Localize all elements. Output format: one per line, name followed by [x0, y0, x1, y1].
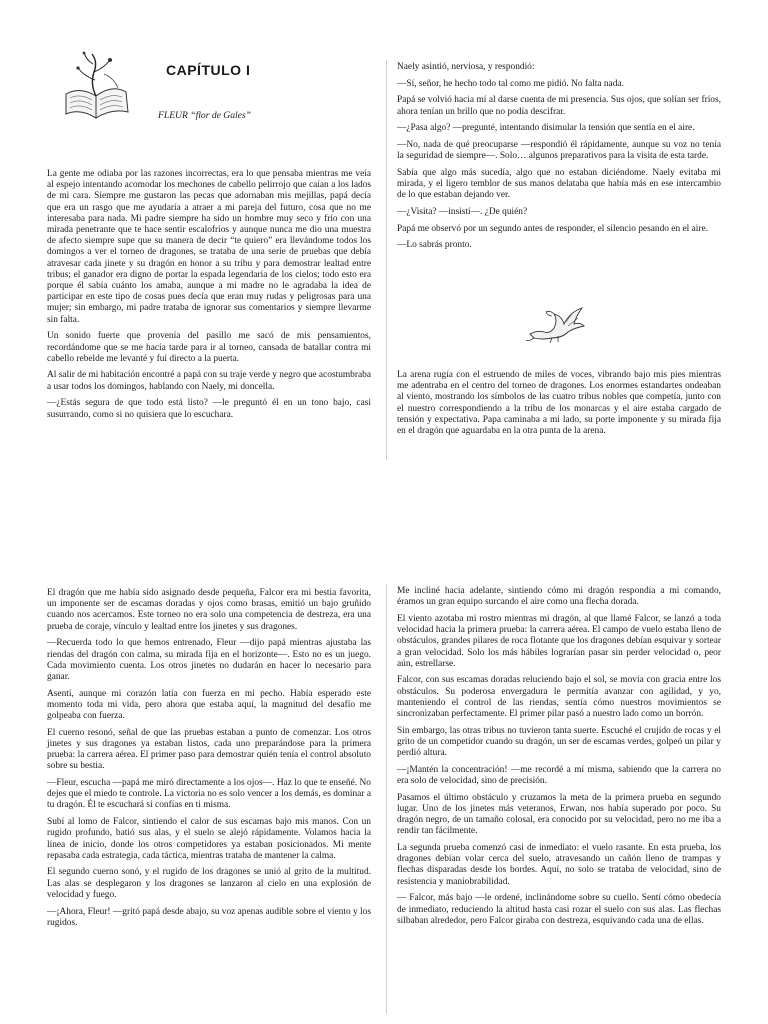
paragraph: La segunda prueba comenzó casi de inmediato: el vuelo rasante. En esta prueba, los dragones debían volar cerca del suelo, atravesando un cañón lleno de trampas y flechas disparadas desde los bordes. Aquí, no solo se trataba de velocidad, sino de resistencia y maniobrabilidad. — [397, 843, 721, 887]
paragraph: —Fleur, escucha —papá me miró directamente a los ojos—. Haz lo que te enseñé. No dejes que el miedo te controle. La victoria no es solo vencer a los demás, es dominar a tu dragón. Él te escuchará si confías en ti misma. — [47, 778, 371, 811]
paragraph: Me incliné hacia adelante, sintiendo cómo mi dragón respondía a mi comando, éramos un gran equipo surcando el aire como una flecha dorada. — [397, 586, 721, 608]
page-1-right-column-lower — [397, 370, 721, 443]
paragraph: Papá se volvió hacia mí al darse cuenta de mi presencia. Sus ojos, que solían ser fríos, ahora tenían un brillo que no podía descifrar. — [397, 95, 721, 117]
paragraph: —¿Pasa algo? —pregunté, intentando disimular la tensión que sentía en el aire. — [397, 123, 695, 134]
paragraph: La arena rugía con el estruendo de miles de voces, vibrando bajo mis pies mientras me adentraba en el centro del torneo de dragones. Los enormes estandartes ondeaban al viento, mostrando los símbolos de las cuatro tribus nobles que competía, junto con el nuestro correspondiendo a la tribu de los monarcas y el aire estaba cargado de tensión y expectativa. Papa caminaba a mi lado, su porte imponente y su mirada fija en el dragón que aguardaba en la otra punta de la arena. — [397, 370, 721, 437]
paragraph: Subí al lomo de Falcor, sintiendo el calor de sus escamas bajo mis manos. Con un rugido profundo, batió sus alas, y el suelo se alejó rápidamente. Volamos hacia la línea de inicio, donde los otros competidores ya estaban posicionados. Mi mente repasaba cada estrategia, cada táctica, mientras trataba de mantener la calma. — [47, 817, 371, 861]
paragraph: — Falcor, más bajo —le ordené, inclinándome sobre su cuello. Sentí cómo obedecía de inmediato, reduciendo la altitud hasta casi rozar el suelo con sus alas. Las flechas silbaban alrededor, pero Falcor giraba con destreza, esquivando cada una de ellas. — [397, 893, 721, 926]
paragraph: Naely asintió, nerviosa, y respondió: — [397, 62, 535, 72]
column-divider — [386, 584, 387, 1014]
column-divider — [386, 60, 387, 460]
paragraph: El segundo cuerno sonó, y el rugido de los dragones se unió al grito de la multitud. Las alas se desplegaron y los dragones se lanzaron al cielo en una explosión de velocidad y fuego. — [47, 867, 371, 900]
chapter-title: CAPÍTULO I — [166, 62, 251, 78]
paragraph: El viento azotaba mi rostro mientras mi dragón, al que llamé Falcor, se lanzó a toda velocidad hacia la primera prueba: la carrera aérea. El campo de vuelo estaba lleno de obstáculos, grandes pilares de roca flotante que los dragones debían esquivar y sortear a gran velocidad. Solo los más hábiles lograrían pasar sin perder velocidad o, peor aún, estrellarse. — [397, 613, 721, 669]
paragraph: Pasamos el último obstáculo y cruzamos la meta de la primera prueba en segundo lugar. Uno de los jinetes más veteranos, Erwan, nos había superado por poco. Su dragón negro, de un tamaño colosal, era conocido por su velocidad, pero no me iba a rendir tan fácilmente. — [397, 792, 721, 837]
paragraph: Sin embargo, las otras tribus no tuvieron tanta suerte. Escuché el crujido de rocas y el grito de un competidor cuando su dragón, un ser de escamas verdes, golpeó un pilar y perdió altura. — [397, 725, 721, 759]
paragraph: —¡Mantén la concentración! —me recordé a mí misma, sabiendo que la carrera no era solo de velocidad, sino de precisión. — [397, 764, 721, 787]
open-book-illustration-icon — [60, 48, 134, 124]
page-1-left-column — [47, 169, 371, 426]
paragraph: —¿Estás segura de que todo está listo? —le preguntó él en un tono bajo, casi susurrando, como si no quisiera que lo escuchara. — [47, 398, 371, 420]
paragraph: Papá me observó por un segundo antes de responder, el silencio pesando en el aire. — [397, 223, 708, 234]
paragraph: —Lo sabrás pronto. — [397, 240, 472, 251]
paragraph: —Sí, señor, he hecho todo tal como me pidió. No falta nada. — [397, 78, 624, 89]
paragraph: —¡Ahora, Fleur! —gritó papá desde abajo, su voz apenas audible sobre el viento y los rugidos. — [47, 906, 371, 928]
paragraph: —Recuerda todo lo que hemos entrenado, Fleur —dijo papá mientras ajustaba las riendas del dragón con calma, su mirada fija en el horizonte—. Esto no es un juego. Cada movimiento cuenta. Los otros jinetes no dudarán en hacer lo necesario para ganar. — [47, 638, 371, 682]
paragraph: Al salir de mi habitación encontré a papá con su traje verde y negro que acostumbraba a usar todos los domingos, hablando con Naely, mi doncella. — [47, 370, 371, 392]
paragraph: La gente me odiaba por las razones incorrectas, era lo que pensaba mientras me veía al espejo intentando acomodar los mechones de cabello pelirrojo que caían a los lados de mi cara. Siempre me gustaron las pecas que adornaban mis mejillas, papá decía que era un rasgo que me ayudaría a atraer a mi pareja del futuro, cosa que no me interesaba para nada. Mi padre siempre ha sido un hombre muy seco y frío con una mirada penetrante que te hace sentir escalofríos y aunque nunca me dio una muestra de afecto siempre supe que su manera de decir “te quiero” era llevándome todos los domingos a ver el torneo de dragones, se trataba de una serie de pruebas que debía atravesar cada jinete y su dragón en honor a su tribu y para demostrar lealtad entre tribus; el ganador era digno de portar la espada legendaria de los cielos; todo esto era porque él sabía cuánto los amaba, aunque a mi madre no le agradaba la idea de participar en este tipo de cosas pues decía que eran muy rudas y peligrosas para una mujer; sin embargo, mi padre trataba de ignorar sus comentarios y siempre llevarme sin falta. — [47, 169, 371, 325]
paragraph: El dragón que me había sido asignado desde pequeña, Falcor era mi bestia favorita, un imponente ser de escamas doradas y ojos como brasas, emitió un bajo gruñido cuando nos acercamos. Este torneo no era solo una competencia de destreza, era una prueba de coraje, vínculo y lealtad entre los jinetes y sus dragones. — [47, 588, 371, 632]
paragraph: Falcor, con sus escamas doradas reluciendo bajo el sol, se movía con gracia entre los obstáculos. Su poderosa envergadura le permitía avanzar con agilidad, y yo, manteniendo el control de las riendas, sentía cómo nuestros movimientos se sincronizaban perfectamente. El primer pilar pasó a nuestro lado como un borrón. — [397, 675, 721, 720]
paragraph: Un sonido fuerte que provenía del pasillo me sacó de mis pensamientos, recordándome que se me hacía tarde para ir al torneo, cansada de batallar contra mi cabello rebelde me levanté y fui directo a la puerta. — [47, 331, 371, 364]
paragraph: El cuerno resonó, señal de que las pruebas estaban a punto de comenzar. Los otros jinetes y sus dragones ya estaban listos, cada uno preparándose para la primera prueba: la carrera aérea. El primer paso para demostrar quién tenía el control absoluto sobre su bestia. — [47, 727, 371, 772]
page-1-right-column-upper — [397, 62, 721, 257]
paragraph: —¿Visita? —insistí—. ¿De quién? — [397, 207, 528, 218]
dragon-illustration-icon — [524, 304, 586, 344]
paragraph: —No, nada de qué preocuparse —respondió él rápidamente, aunque su voz no tenía la seguridad de siempre—. Solo… algunos preparativos para la visita de esta tarde. — [397, 140, 721, 162]
paragraph: Sabía que algo más sucedía, algo que no estaban diciéndome. Naely evitaba mi mirada, y el ligero temblor de sus manos delataba que había más en ese intercambio de lo que estaban dejando ver. — [397, 167, 721, 201]
paragraph: Asentí, aunque mi corazón latía con fuerza en mi pecho. Había esperado este momento toda mi vida, pero ahora que estaba aquí, la magnitud del desafío me golpeaba con fuerza. — [47, 688, 371, 722]
page-2 — [0, 512, 768, 1024]
page-2-left-column — [47, 588, 371, 934]
page-2-right-column — [397, 586, 721, 932]
chapter-subtitle: FLEUR “flor de Gales” — [158, 110, 252, 121]
